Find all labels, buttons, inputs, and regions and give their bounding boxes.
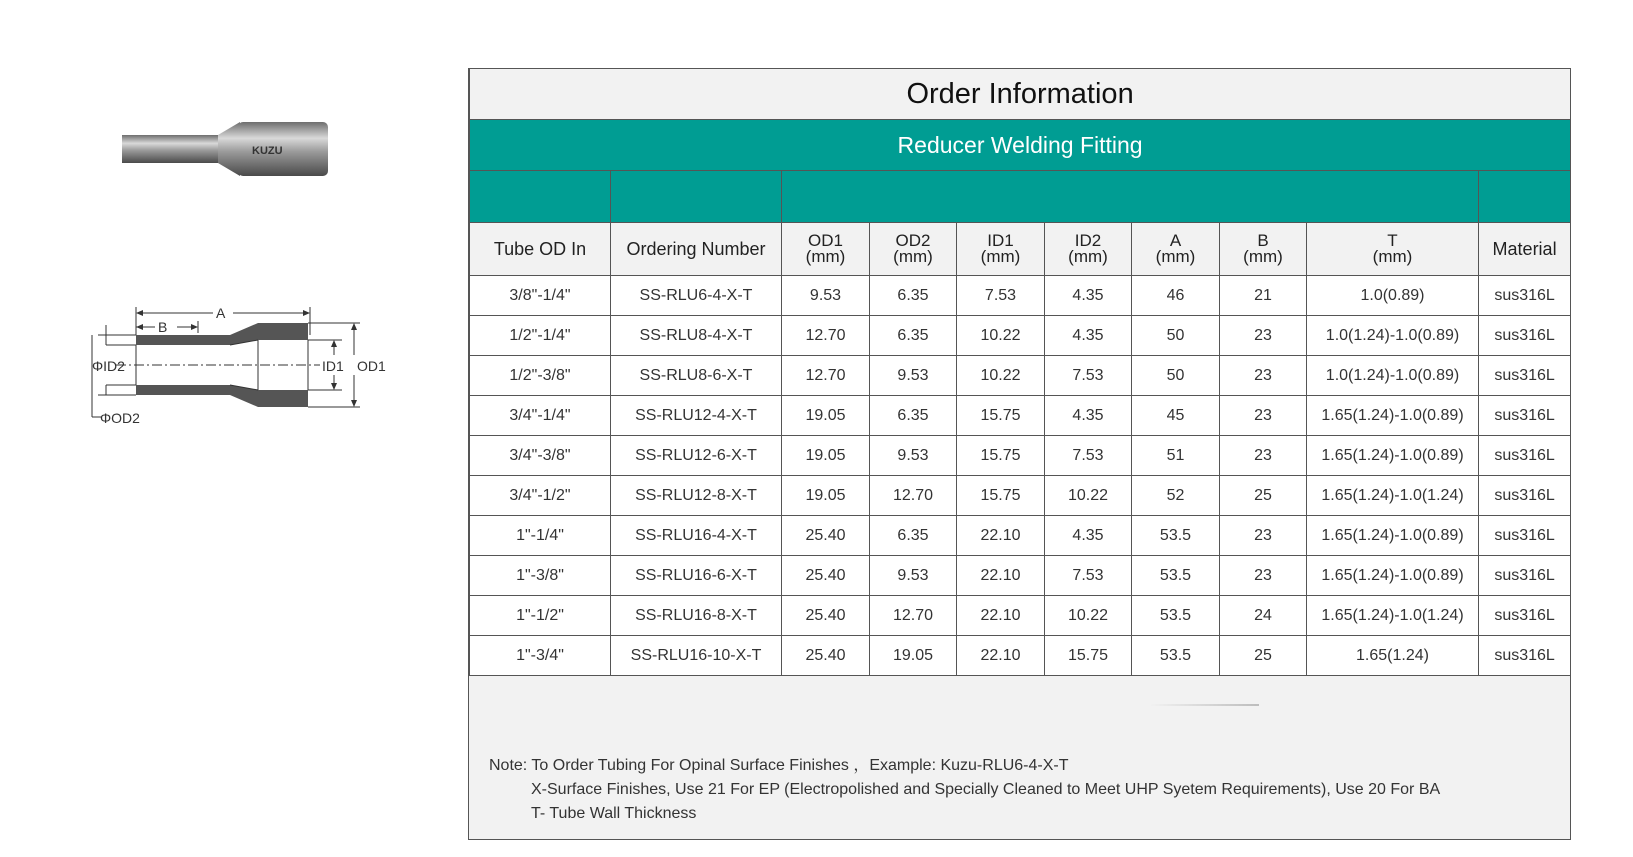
table-cell: 23 xyxy=(1220,316,1307,356)
order-information-panel xyxy=(468,68,1571,840)
table-subtitle: Reducer Welding Fitting xyxy=(470,120,1571,171)
table-cell: 45 xyxy=(1132,396,1220,436)
table-row xyxy=(470,596,1571,636)
table-cell: 25 xyxy=(1220,636,1307,676)
column-header-unit: (mm) xyxy=(1068,247,1108,266)
table-cell: 53.5 xyxy=(1132,636,1220,676)
table-cell: 10.22 xyxy=(957,316,1045,356)
order-table xyxy=(469,69,1571,676)
column-header xyxy=(1045,223,1132,276)
dimension-drawing xyxy=(80,295,400,455)
table-cell: sus316L xyxy=(1479,636,1571,676)
table-cell: 1"-1/4" xyxy=(470,516,611,556)
table-cell: 6.35 xyxy=(870,396,957,436)
table-cell: 7.53 xyxy=(957,276,1045,316)
table-cell: 22.10 xyxy=(957,556,1045,596)
column-headers xyxy=(470,223,1571,276)
table-cell: sus316L xyxy=(1479,476,1571,516)
column-header-label: ID1 xyxy=(987,231,1014,250)
table-cell: 1"-3/4" xyxy=(470,636,611,676)
table-cell: 1.65(1.24)-1.0(0.89) xyxy=(1307,516,1479,556)
table-cell: sus316L xyxy=(1479,556,1571,596)
teal-spacer xyxy=(611,171,782,223)
table-row xyxy=(470,556,1571,596)
table-cell: 1.65(1.24)-1.0(0.89) xyxy=(1307,396,1479,436)
table-row xyxy=(470,636,1571,676)
label-a: A xyxy=(216,305,226,321)
table-cell: 15.75 xyxy=(957,476,1045,516)
table-cell: 51 xyxy=(1132,436,1220,476)
table-cell: 10.22 xyxy=(1045,476,1132,516)
label-id2: ΦID2 xyxy=(92,358,125,374)
column-header xyxy=(1307,223,1479,276)
table-cell: 50 xyxy=(1132,316,1220,356)
table-cell: SS-RLU16-6-X-T xyxy=(611,556,782,596)
column-header-unit: (mm) xyxy=(805,247,846,266)
table-cell: sus316L xyxy=(1479,276,1571,316)
column-header-unit: (mm) xyxy=(1372,247,1413,266)
table-cell: 3/8"-1/4" xyxy=(470,276,611,316)
column-header-label: B xyxy=(1257,231,1269,250)
table-cell: 15.75 xyxy=(1045,636,1132,676)
column-header xyxy=(870,223,957,276)
note-line: X-Surface Finishes, Use 21 For EP (Electropolished and Specially Cleaned to Meet UHP Syetem Requirements), Use 20 For BA xyxy=(531,781,1441,798)
note-line: Note: To Order Tubing For Opinal Surface Finishes ，Example: Kuzu-RLU6-4-X-T xyxy=(489,757,1069,774)
table-cell: 10.22 xyxy=(957,356,1045,396)
column-header xyxy=(611,223,782,276)
table-cell: 1.65(1.24) xyxy=(1307,636,1479,676)
table-cell: 4.35 xyxy=(1045,516,1132,556)
table-cell: 25.40 xyxy=(782,556,870,596)
table-cell: sus316L xyxy=(1479,396,1571,436)
table-cell: SS-RLU8-6-X-T xyxy=(611,356,782,396)
table-row xyxy=(470,396,1571,436)
column-header-unit: (mm) xyxy=(980,247,1021,266)
column-header-label: OD1 xyxy=(808,231,843,250)
table-cell: 9.53 xyxy=(870,356,957,396)
column-header-label: Material xyxy=(1492,239,1557,259)
table-row xyxy=(470,356,1571,396)
table-cell: 22.10 xyxy=(957,516,1045,556)
product-photo xyxy=(112,110,337,190)
column-header xyxy=(957,223,1045,276)
table-cell: 1.65(1.24)-1.0(1.24) xyxy=(1307,596,1479,636)
table-cell: SS-RLU8-4-X-T xyxy=(611,316,782,356)
label-od2: ΦOD2 xyxy=(100,410,140,426)
column-header-label: OD2 xyxy=(895,231,931,250)
table-cell: SS-RLU16-8-X-T xyxy=(611,596,782,636)
table-cell: SS-RLU6-4-X-T xyxy=(611,276,782,316)
table-cell: 19.05 xyxy=(782,476,870,516)
teal-spacer xyxy=(470,171,611,223)
table-cell: 7.53 xyxy=(1045,356,1132,396)
table-row xyxy=(470,516,1571,556)
table-cell: SS-RLU12-6-X-T xyxy=(611,436,782,476)
brand-mark: KUZU xyxy=(252,145,283,157)
column-header-label: Tube OD In xyxy=(493,239,587,259)
table-cell: 1/2"-3/8" xyxy=(470,356,611,396)
column-header xyxy=(1132,223,1220,276)
table-cell: 23 xyxy=(1220,436,1307,476)
label-id1: ID1 xyxy=(322,358,344,374)
table-cell: 1.0(1.24)-1.0(0.89) xyxy=(1307,316,1479,356)
table-cell: 53.5 xyxy=(1132,596,1220,636)
table-cell: 1.0(0.89) xyxy=(1307,276,1479,316)
table-cell: 7.53 xyxy=(1045,556,1132,596)
table-cell: 46 xyxy=(1132,276,1220,316)
table-cell: 52 xyxy=(1132,476,1220,516)
table-cell: 3/4"-1/4" xyxy=(470,396,611,436)
table-cell: 1.65(1.24)-1.0(0.89) xyxy=(1307,436,1479,476)
table-cell: 25.40 xyxy=(782,596,870,636)
column-header xyxy=(470,223,611,276)
label-b: B xyxy=(158,319,168,335)
teal-spacer xyxy=(1479,171,1571,223)
table-row xyxy=(470,316,1571,356)
table-cell: SS-RLU16-10-X-T xyxy=(611,636,782,676)
table-row xyxy=(470,476,1571,516)
table-cell: 25.40 xyxy=(782,516,870,556)
table-cell: 21 xyxy=(1220,276,1307,316)
table-body xyxy=(470,276,1571,676)
column-header xyxy=(782,223,870,276)
table-cell: 19.05 xyxy=(870,636,957,676)
table-cell: 10.22 xyxy=(1045,596,1132,636)
table-cell: 4.35 xyxy=(1045,396,1132,436)
column-header xyxy=(1479,223,1571,276)
column-header-label: T xyxy=(1387,231,1398,250)
order-note xyxy=(489,754,1440,826)
table-cell: 9.53 xyxy=(870,556,957,596)
table-cell: 6.35 xyxy=(870,516,957,556)
table-cell: sus316L xyxy=(1479,436,1571,476)
table-cell: 3/4"-1/2" xyxy=(470,476,611,516)
table-cell: 6.35 xyxy=(870,316,957,356)
column-header-label: Ordering Number xyxy=(626,239,766,259)
column-header-label: ID2 xyxy=(1074,231,1102,250)
table-cell: 23 xyxy=(1220,356,1307,396)
table-cell: 1"-3/8" xyxy=(470,556,611,596)
table-row xyxy=(470,276,1571,316)
table-cell: 22.10 xyxy=(957,636,1045,676)
table-cell: 15.75 xyxy=(957,396,1045,436)
table-cell: 7.53 xyxy=(1045,436,1132,476)
column-header-unit: (mm) xyxy=(1243,247,1283,266)
table-cell: 23 xyxy=(1220,556,1307,596)
table-cell: 1"-1/2" xyxy=(470,596,611,636)
table-cell: 9.53 xyxy=(870,436,957,476)
column-header-label: A xyxy=(1169,231,1182,250)
table-cell: 15.75 xyxy=(957,436,1045,476)
table-cell: 23 xyxy=(1220,396,1307,436)
table-cell: 6.35 xyxy=(870,276,957,316)
page-title: Order Information xyxy=(470,69,1571,120)
table-cell: SS-RLU12-4-X-T xyxy=(611,396,782,436)
table-cell: 4.35 xyxy=(1045,276,1132,316)
table-cell: 1.65(1.24)-1.0(1.24) xyxy=(1307,476,1479,516)
table-row xyxy=(470,436,1571,476)
table-cell: 23 xyxy=(1220,516,1307,556)
table-cell: 53.5 xyxy=(1132,556,1220,596)
table-cell: sus316L xyxy=(1479,516,1571,556)
table-cell: 24 xyxy=(1220,596,1307,636)
table-cell: sus316L xyxy=(1479,596,1571,636)
teal-spacer xyxy=(782,171,1479,223)
table-cell: 1/2"-1/4" xyxy=(470,316,611,356)
table-cell: 1.0(1.24)-1.0(0.89) xyxy=(1307,356,1479,396)
label-od1: OD1 xyxy=(357,358,386,374)
table-cell: 9.53 xyxy=(782,276,870,316)
table-cell: 19.05 xyxy=(782,396,870,436)
table-cell: 22.10 xyxy=(957,596,1045,636)
table-cell: 12.70 xyxy=(870,596,957,636)
table-cell: 4.35 xyxy=(1045,316,1132,356)
table-cell: 50 xyxy=(1132,356,1220,396)
column-header xyxy=(1220,223,1307,276)
table-cell: sus316L xyxy=(1479,356,1571,396)
column-header-unit: (mm) xyxy=(893,247,933,266)
table-cell: SS-RLU16-4-X-T xyxy=(611,516,782,556)
table-cell: 12.70 xyxy=(782,316,870,356)
table-cell: 12.70 xyxy=(782,356,870,396)
table-cell: 3/4"-3/8" xyxy=(470,436,611,476)
table-cell: 12.70 xyxy=(870,476,957,516)
column-header-unit: (mm) xyxy=(1155,247,1196,266)
table-cell: 53.5 xyxy=(1132,516,1220,556)
table-cell: 19.05 xyxy=(782,436,870,476)
table-cell: SS-RLU12-8-X-T xyxy=(611,476,782,516)
table-cell: sus316L xyxy=(1479,316,1571,356)
note-line: T- Tube Wall Thickness xyxy=(531,805,697,822)
table-cell: 1.65(1.24)-1.0(0.89) xyxy=(1307,556,1479,596)
divider xyxy=(1149,704,1259,706)
table-cell: 25.40 xyxy=(782,636,870,676)
table-cell: 25 xyxy=(1220,476,1307,516)
